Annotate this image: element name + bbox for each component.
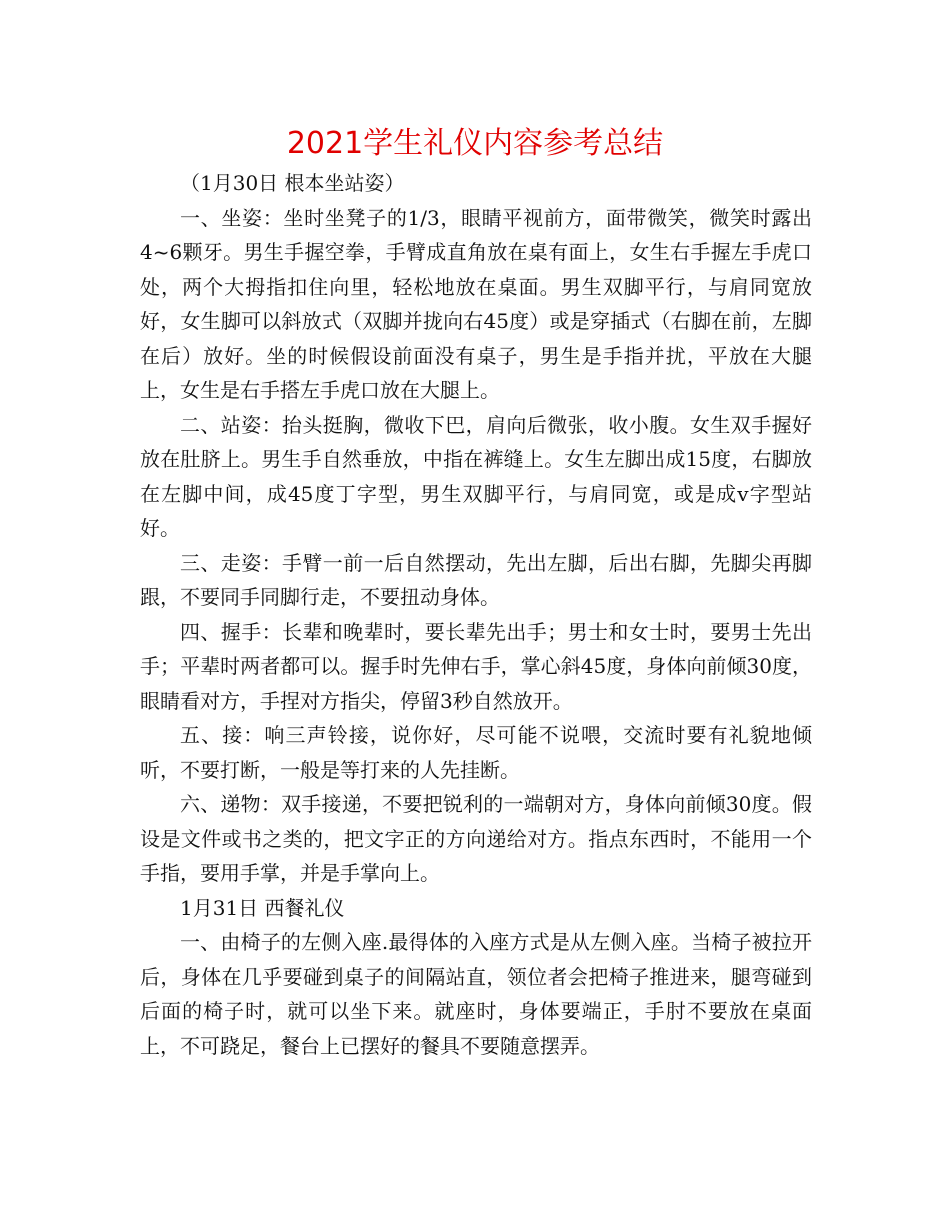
document-body	[140, 166, 812, 1063]
section-date-heading: （1月30日 根本坐站姿）	[180, 171, 405, 195]
document-title: 2021学生礼仪内容参考总结	[286, 126, 664, 161]
paragraph-phone: 五、接：响三声铃接，说你好，尽可能不说喂，交流时要有礼貌地倾听，不要打断，一般是等打来的人先挂断。	[140, 723, 812, 782]
paragraph-seating: 一、由椅子的左侧入座.最得体的入座方式是从左侧入座。当椅子被拉开后，身体在几乎要碰到桌子的间隔站直，领位者会把椅子推进来，腿弯碰到后面的椅子时，就可以坐下来。就座时，身体要端正，手肘不要放在桌面上，不可跷足，餐台上已摆好的餐具不要随意摆弄。	[140, 930, 812, 1058]
section-date-heading-western-dining: 1月31日 西餐礼仪	[180, 895, 345, 920]
paragraph-standing-posture: 二、站姿：抬头挺胸，微收下巴，肩向后微张，收小腹。女生双手握好放在肚脐上。男生手自然垂放，中指在裤缝上。女生左脚出成15度，右脚放在左脚中间，成45度丁字型，男生双脚平行，与肩同宽，或是成v字型站好。	[140, 412, 812, 540]
paragraph-handshake: 四、握手：长辈和晚辈时，要长辈先出手；男士和女士时，要男士先出手；平辈时两者都可以。握手时先伸右手，掌心斜45度，身体向前倾30度，眼睛看对方，手捏对方指尖，停留3秒自然放开。	[140, 619, 812, 713]
paragraph-sitting-posture: 一、坐姿：坐时坐凳子的1/3，眼睛平视前方，面带微笑，微笑时露出4~6颗牙。男生手握空拳，手臂成直角放在桌有面上，女生右手握左手虎口处，两个大拇指扣住向里，轻松地放在桌面。男生双脚平行，与肩同宽放好，女生脚可以斜放式（双脚并拢向右45度）或是穿插式（右脚在前，左脚在后）放好。坐的时候假设前面没有桌子，男生是手指并扰，平放在大腿上，女生是右手搭左手虎口放在大腿上。	[140, 205, 812, 402]
paragraph-passing-objects: 六、递物：双手接递，不要把锐利的一端朝对方，身体向前倾30度。假设是文件或书之类的，把文字正的方向递给对方。指点东西时，不能用一个手指，要用手掌，并是手掌向上。	[140, 792, 812, 885]
paragraph-walking-posture: 三、走姿：手臂一前一后自然摆动，先出左脚，后出右脚，先脚尖再脚跟，不要同手同脚行走，不要扭动身体。	[140, 550, 812, 609]
